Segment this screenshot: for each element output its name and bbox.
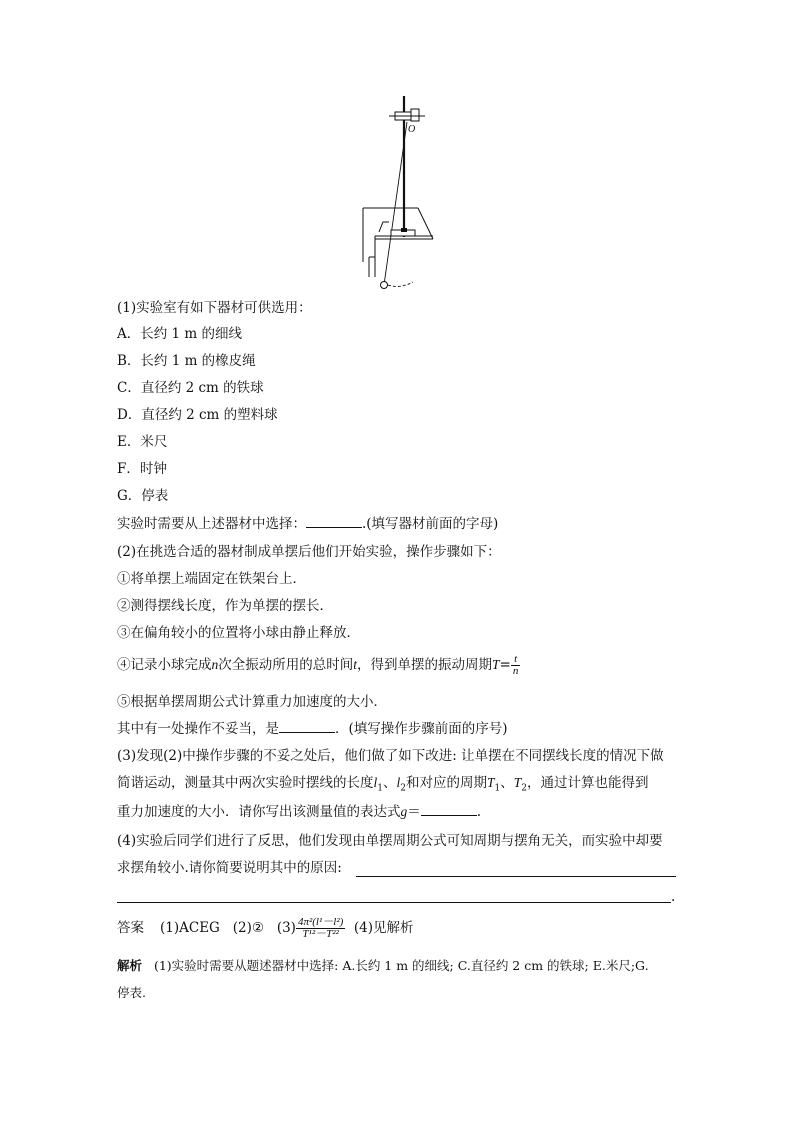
q1-select-prefix: 实验时需要从上述器材中选择： <box>117 516 306 532</box>
q3-line2-text-a: 简谐运动，测量其中两次实验时摆线的长度 <box>117 775 374 791</box>
q1-option-e: E．米尺 <box>117 434 168 450</box>
q3-sep-1: 、 <box>383 775 397 791</box>
q2-step1: ①将单摆上端固定在铁架台上． <box>117 571 306 587</box>
q2-improper-suffix: ．(填写操作步骤前面的序号) <box>335 721 508 737</box>
q3-line3-text: 重力加速度的大小．请你写出该测量值的表达式 <box>117 804 401 820</box>
q1-option-a: A．长约 1 m 的细线 <box>117 326 243 342</box>
q1-option-d: D．直径约 2 cm 的塑料球 <box>117 407 278 423</box>
q2-improper-prefix: 其中有一处操作不妥当，是 <box>117 721 279 737</box>
pivot-label-o: O <box>408 124 416 135</box>
q2-step4-text-a: ④记录小球完成 <box>117 657 212 673</box>
q2-step4-T: T <box>492 657 500 672</box>
fraction-denominator: T¹²－T²² <box>302 928 339 940</box>
q3-line1: (3)发现(2)中操作步骤的不妥之处后，他们做了如下改进: 让单摆在不同摆线长度的情况下做 <box>117 748 664 764</box>
q1-option-g: G．停表 <box>117 488 169 504</box>
q4-end-dot: . <box>671 889 676 905</box>
q2-step4-fraction <box>511 654 521 677</box>
answer-4: (4)见解析 <box>353 920 414 936</box>
q3-l1: l <box>373 775 378 790</box>
answer-line <box>117 915 414 941</box>
q4-answer-line-2[interactable] <box>117 902 671 903</box>
q2-step4-text-c: ，得到单摆的振动周期 <box>357 657 493 673</box>
q1-option-f: F．时钟 <box>117 461 167 477</box>
q2-step4-t: t <box>353 657 358 672</box>
analysis-line2: 停表. <box>117 985 146 1000</box>
q3-sep-2: 、 <box>500 775 514 791</box>
q3-line2 <box>117 774 649 798</box>
q2-step2: ②测得摆线长度，作为单摆的摆长． <box>117 598 333 614</box>
q2-step5: ⑤根据单摆周期公式计算重力加速度的大小． <box>117 694 387 710</box>
q2-step4-eq: = <box>499 657 511 673</box>
q2-improper-line <box>117 720 508 738</box>
q1-intro: (1)实验室有如下器材可供选用： <box>117 300 312 316</box>
fraction-denominator: n <box>512 665 519 677</box>
q2-step3: ③在偏角较小的位置将小球由静止释放． <box>117 625 360 641</box>
analysis-label: 解析 <box>117 958 143 973</box>
q2-answer-blank[interactable] <box>279 720 335 733</box>
q3-line2-text-b: 和对应的周期 <box>406 775 487 791</box>
q2-intro: (2)在挑选合适的器材制成单摆后他们开始实验，操作步骤如下： <box>117 544 501 560</box>
q2-step4-n: n <box>211 657 219 672</box>
answer-3-prefix: (3) <box>276 920 296 936</box>
q1-option-c: C．直径约 2 cm 的铁球 <box>117 380 264 396</box>
q3-end: . <box>476 804 482 820</box>
q3-eq: ＝ <box>407 804 421 820</box>
answer-1: (1)ACEG <box>160 920 220 936</box>
q2-step4-text-b: 次全振动所用的总时间 <box>218 657 354 673</box>
analysis-line1 <box>117 957 649 975</box>
answer-3-fraction <box>296 917 345 940</box>
answer-label: 答案 <box>117 920 144 936</box>
q3-T2: T <box>513 775 522 790</box>
q4-line2: 求摆角较小.请你简要说明其中的原因: <box>117 860 342 876</box>
q2-step4 <box>117 654 520 677</box>
q3-line2-text-c: ，通过计算也能得到 <box>527 775 649 791</box>
pendulum-apparatus-figure <box>355 92 445 292</box>
q3-l2-sub: 2 <box>400 783 406 794</box>
fraction-numerator: t <box>511 654 521 666</box>
q3-line3 <box>117 803 481 821</box>
q3-T1-sub: 1 <box>494 783 501 794</box>
q1-answer-blank[interactable] <box>306 515 362 528</box>
q3-T2-sub: 2 <box>521 783 527 794</box>
q1-select-line <box>117 515 498 533</box>
q1-option-b: B．长约 1 m 的橡皮绳 <box>117 353 256 369</box>
q3-l1-sub: 1 <box>377 783 383 794</box>
q1-select-suffix: .(填写器材前面的字母) <box>362 516 499 532</box>
analysis-text-1: (1)实验时需要从题述器材中选择: A.长约 1 m 的细线; C.直径约 2 cm 的铁球; E.米尺;G. <box>153 958 649 973</box>
q4-answer-line-1[interactable] <box>356 876 676 877</box>
q3-g: g <box>400 804 408 819</box>
q3-T1: T <box>487 775 495 790</box>
answer-2: (2)② <box>232 920 264 936</box>
q4-line1: (4)实验后同学们进行了反思，他们发现由单摆周期公式可知周期与摆角无关，而实验中却要 <box>117 833 663 849</box>
q3-l2: l <box>396 775 401 790</box>
fraction-numerator: 4π²(l¹－l²) <box>297 916 344 928</box>
q3-answer-blank[interactable] <box>421 803 477 816</box>
